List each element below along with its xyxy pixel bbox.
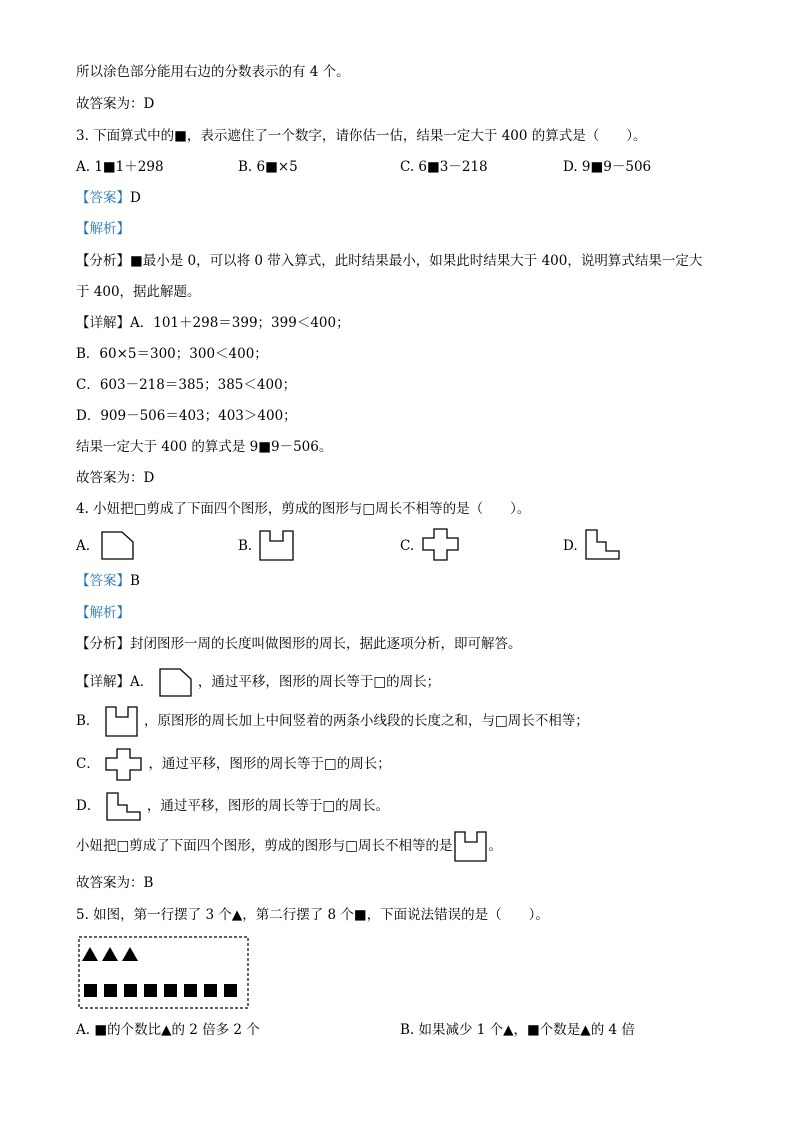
shape-a-inline-figure bbox=[158, 667, 194, 699]
shape-d-figure bbox=[584, 528, 622, 562]
question-4: 4. 小妞把□剪成了下面四个图形，剪成的图形与□周长不相等的是（ ）。 bbox=[76, 501, 531, 517]
q4-detail-d bbox=[76, 789, 389, 823]
analysis-tag: 【分析】 bbox=[76, 253, 130, 269]
detail-a-text: ，通过平移，图形的周长等于□的周长； bbox=[197, 674, 441, 690]
shape-d-inline-figure bbox=[105, 791, 143, 823]
analysis-text: 封闭图形一周的长度叫做图形的周长，据此逐项分析，即可解答。 bbox=[130, 636, 522, 652]
q4-analysis bbox=[76, 634, 522, 654]
triangle-icon bbox=[102, 947, 118, 961]
q5-option-a: A. ■的个数比▲的 2 倍多 2 个 bbox=[76, 1022, 260, 1038]
q4-option-d: D. bbox=[563, 538, 578, 554]
square-icon bbox=[104, 984, 117, 997]
detail-d-text: ，通过平移，图形的周长等于□的周长。 bbox=[146, 798, 390, 814]
square-icon bbox=[224, 984, 237, 997]
q3-detail-d: D．909－506＝403；403＞400； bbox=[76, 408, 297, 424]
question-3: 3. 下面算式中的■，表示遮住了一个数字，请你估一估，结果一定大于 400 的算式是（ ）。 bbox=[76, 128, 647, 144]
q3-detail-b: B．60×5＝300；300＜400； bbox=[76, 346, 268, 362]
q3-analysis-heading: 【解析】 bbox=[76, 221, 130, 237]
detail-d-prefix: D． bbox=[76, 798, 101, 814]
triangles-squares-figure bbox=[78, 936, 250, 1010]
shape-c-inline-figure bbox=[104, 747, 144, 783]
q4-option-a: A. bbox=[76, 538, 91, 554]
square-icon bbox=[164, 984, 177, 997]
analysis-text: ■最小是 0，可以将 0 带入算式，此时结果最小，如果此时结果大于 400，说明算式结果一定大 bbox=[130, 253, 703, 269]
shape-c-figure bbox=[421, 527, 461, 563]
q3-answer bbox=[76, 188, 141, 208]
answer-value: D bbox=[130, 190, 141, 206]
q3-detail-c: C．603－218＝385；385＜400； bbox=[76, 377, 297, 393]
q4-option-c: C. bbox=[400, 538, 415, 554]
triangle-icon bbox=[122, 947, 138, 961]
detail-c-prefix: C． bbox=[76, 756, 100, 772]
analysis-tag: 【分析】 bbox=[76, 636, 130, 652]
q4-detail-a bbox=[76, 665, 440, 699]
q3-option-c: C. 6■3－218 bbox=[400, 159, 488, 175]
square-icon bbox=[84, 984, 97, 997]
answer-tag: 【答案】 bbox=[76, 573, 130, 589]
square-icon bbox=[144, 984, 157, 997]
square-icon bbox=[124, 984, 137, 997]
q4-analysis-heading: 【解析】 bbox=[76, 605, 130, 621]
square-icon bbox=[184, 984, 197, 997]
q4-detail-b bbox=[76, 704, 589, 739]
question-5: 5. 如图，第一行摆了 3 个▲，第二行摆了 8 个■，下面说法错误的是（ ）。 bbox=[76, 907, 549, 923]
q3-option-a: A. 1■1＋298 bbox=[76, 159, 164, 175]
detail-b-prefix: B． bbox=[76, 713, 100, 729]
q3-result: 结果一定大于 400 的算式是 9■9－506。 bbox=[76, 439, 333, 455]
line-1: 所以涂色部分能用右边的分数表示的有 4 个。 bbox=[76, 64, 350, 80]
square-icon bbox=[204, 984, 217, 997]
q4-result bbox=[76, 829, 502, 864]
q4-detail-c bbox=[76, 746, 391, 783]
line-2: 故答案为：D bbox=[76, 96, 155, 112]
q3-option-b: B. 6■×5 bbox=[238, 159, 298, 175]
shape-b-figure bbox=[258, 529, 296, 563]
shape-a-figure bbox=[100, 530, 136, 562]
q3-analysis-2: 于 400，据此解题。 bbox=[76, 284, 201, 300]
answer-value: B bbox=[130, 573, 140, 589]
detail-b-text: ，原图形的周长加上中间竖着的两条小线段的长度之和，与□周长不相等； bbox=[144, 713, 589, 729]
q3-final: 故答案为：D bbox=[76, 470, 155, 486]
result-end: 。 bbox=[488, 838, 503, 854]
q4-final: 故答案为：B bbox=[76, 875, 154, 891]
q3-option-d: D. 9■9－506 bbox=[563, 159, 652, 175]
q4-option-b: B. bbox=[238, 538, 253, 554]
detail-a-prefix: 【详解】A． bbox=[76, 674, 154, 690]
q3-analysis-1 bbox=[76, 251, 702, 271]
q5-option-b: B. 如果减少 1 个▲，■个数是▲的 4 倍 bbox=[400, 1022, 635, 1038]
shape-b-result-figure bbox=[453, 830, 489, 864]
answer-tag: 【答案】 bbox=[76, 190, 130, 206]
detail-c-text: ，通过平移，图形的周长等于□的周长； bbox=[148, 756, 391, 772]
q4-answer bbox=[76, 571, 140, 591]
result-text: 小妞把□剪成了下面四个图形，剪成的图形与□周长不相等的是 bbox=[76, 838, 453, 854]
q3-detail-a: 【详解】A．101＋298＝399；399＜400； bbox=[76, 315, 350, 331]
triangle-icon bbox=[82, 947, 98, 961]
shape-b-inline-figure bbox=[104, 705, 140, 739]
